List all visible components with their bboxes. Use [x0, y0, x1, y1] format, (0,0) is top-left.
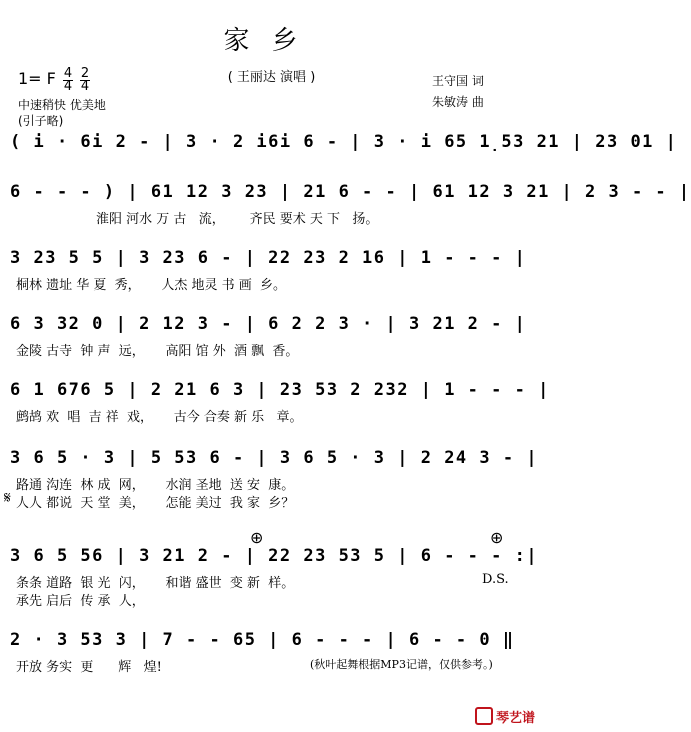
row-6-notes: 3 6 5 · 3 | 5 53 6 - | 3 6 5 · 3 | 2 24 3 - |: [10, 448, 539, 468]
row-7-lyrics-verse-2: 承先 启后 传 承 人，: [16, 594, 145, 609]
row-7-lyrics-verse-1: 条条 道路 银 光 闪， 和谐 盛世 变 新 样。: [16, 576, 295, 591]
ds-mark: D.S.: [482, 572, 509, 587]
coda-sign-1: ⊕: [250, 528, 264, 547]
performer: ( 王丽达 演唱 ): [227, 70, 316, 85]
time-sig-2-numerator: 2: [80, 66, 90, 81]
time-signature-1: [63, 68, 73, 93]
transcription-note: (秋叶起舞根据MP3记谱，仅供参考。): [310, 658, 493, 671]
row-8-lyrics: 开放 务实 更 辉 煌!: [16, 660, 162, 675]
row-3-notes: 3 23 5 5 | 3 23 6 - | 22 23 2 16 | 1 - - - |: [10, 248, 527, 268]
score-row-2: [10, 182, 691, 242]
row-7-notes: 3 6 5 56 | 3 21 2 - | 22 23 53 5 | 6 - - - :|: [10, 546, 539, 566]
time-sig-2-denominator: 4: [80, 79, 90, 94]
watermark-text: 琴艺谱: [495, 711, 535, 726]
row-2-lyrics: 淮阳 河水 万 古 流， 齐民 要术 天 下 扬。: [96, 212, 379, 227]
score-row-4: [10, 314, 530, 374]
time-sig-1-denominator: 4: [63, 79, 73, 94]
row-4-notes: 6 3 32 0 | 2 12 3 - | 6 2 2 3 · | 3 21 2 - |: [10, 314, 527, 334]
song-title: 家乡: [223, 26, 320, 56]
intro-note: (引子略): [18, 114, 64, 128]
coda-sign-2: ⊕: [490, 528, 504, 547]
row-4-lyrics: 金陵 古寺 钟 声 远， 高阳 馆 外 酒 飘 香。: [16, 344, 299, 359]
row-5-lyrics: 鹧鸪 欢 唱 吉 祥 戏， 古今 合奏 新 乐 章。: [16, 410, 303, 425]
score-row-3: [10, 248, 530, 308]
logo-icon: [475, 707, 493, 725]
score-row-5: [10, 380, 550, 440]
row-6-lyrics-verse-1: 路通 沟连 林 成 网， 水润 圣地 送 安 康。: [16, 478, 295, 493]
lyricist: 王守国 词: [432, 74, 484, 88]
watermark-logo: [475, 707, 535, 726]
row-2-notes: 6 - - - ) | 61 12 3 23 | 21 6 - - | 61 12 3 21 | 2 3 - - |: [10, 182, 691, 202]
row-5-notes: 6 1 676 5 | 2 21 6 3 | 23 53 2 232 | 1 - - - |: [10, 380, 550, 400]
row-6-lyrics-verse-2: 人人 都说 天 堂 美， 怎能 美过 我 家 乡？: [16, 496, 295, 511]
row-1-notes: ( i · 6i 2 - | 3 · 2 i6i 6 - | 3 · i 65 1̣53 21 | 23 01 |: [10, 132, 678, 152]
time-sig-1-numerator: 4: [63, 66, 73, 81]
score-row-8: [10, 630, 530, 690]
row-3-lyrics: 桐林 遗址 华 夏 秀， 人杰 地灵 书 画 乡。: [16, 278, 286, 293]
key-signature: 1= F: [18, 69, 56, 88]
composer: 朱敏涛 曲: [432, 95, 484, 109]
time-signature-2: [80, 68, 90, 93]
score-row-6: [4, 448, 539, 511]
score-row-7: [10, 528, 539, 609]
segno-sign: 𝄋: [4, 488, 11, 507]
tempo-marking: 中速稍快 优美地: [18, 98, 106, 112]
row-8-notes: 2 · 3 53 3 | 7 - - 65 | 6 - - - | 6 - - 0 ‖: [10, 630, 515, 650]
